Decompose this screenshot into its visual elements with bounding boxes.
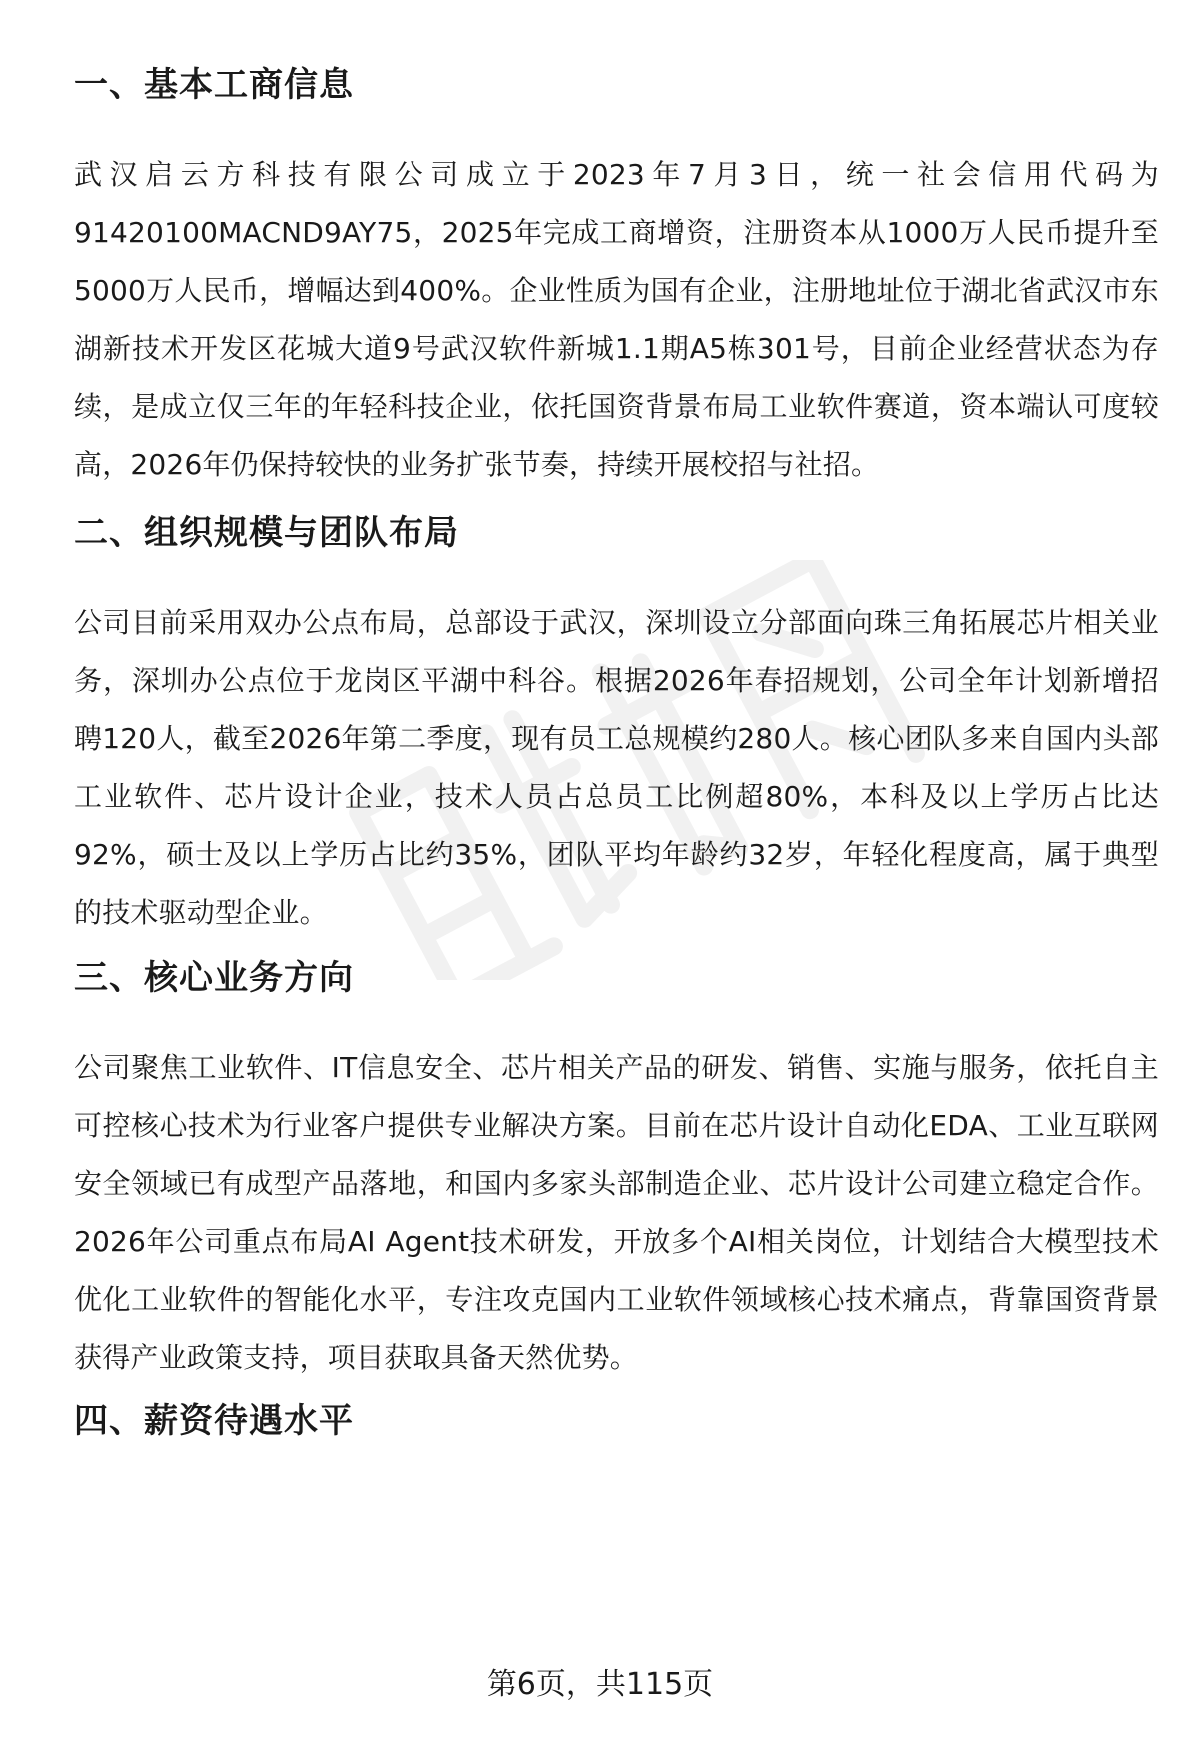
section-org-scale-body xyxy=(74,594,1159,942)
section-heading: 四、薪资待遇水平 xyxy=(74,1401,354,1441)
section-paragraph: 公司目前采用双办公点布局，总部设于武汉，深圳设立分部面向珠三角拓展芯片相关业务，深圳办公点位于龙岗区平湖中科谷。根据2026年春招规划，公司全年计划新增招聘120人，截至2026年第二季度，现有员工总规模约280人。核心团队多来自国内头部工业软件、芯片设计企业，技术人员占总员工比例超80%，本科及以上学历占比达92%，硕士及以上学历占比约35%，团队平均年龄约32岁，年轻化程度高，属于典型的技术驱动型企业。 xyxy=(74,606,1159,929)
section-heading: 一、基本工商信息 xyxy=(74,65,354,105)
section-heading: 二、组织规模与团队布局 xyxy=(74,513,459,553)
section-paragraph: 公司聚焦工业软件、IT信息安全、芯片相关产品的研发、销售、实施与服务，依托自主可控核心技术为行业客户提供专业解决方案。目前在芯片设计自动化EDA、工业互联网安全领域已有成型产品落地，和国内多家头部制造企业、芯片设计公司建立稳定合作。2026年公司重点布局AI Agent技术研发，开放多个AI相关岗位，计划结合大模型技术优化工业软件的智能化水平，专注攻克国内工业软件领域核心技术痛点，背靠国资背景获得产业政策支持，项目获取具备天然优势。 xyxy=(74,1051,1159,1374)
section-core-business xyxy=(74,955,1159,1001)
section-org-scale xyxy=(74,510,1159,556)
page-number: 第6页，共115页 xyxy=(486,1667,714,1702)
section-heading: 三、核心业务方向 xyxy=(74,958,354,998)
section-basic-info xyxy=(74,62,1159,108)
section-basic-info-body xyxy=(74,146,1159,494)
section-paragraph: 武汉启云方科技有限公司成立于2023年7月3日，统一社会信用代码为91420100MACND9AY75，2025年完成工商增资，注册资本从1000万人民币提升至5000万人民币，增幅达到400%。企业性质为国有企业，注册地址位于湖北省武汉市东湖新技术开发区花城大道9号武汉软件新城1.1期A5栋301号，目前企业经营状态为存续，是成立仅三年的年轻科技企业，依托国资背景布局工业软件赛道，资本端认可度较高，2026年仍保持较快的业务扩张节奏，持续开展校招与社招。 xyxy=(74,158,1159,481)
section-core-business-body xyxy=(74,1039,1159,1387)
section-salary xyxy=(74,1398,1159,1444)
